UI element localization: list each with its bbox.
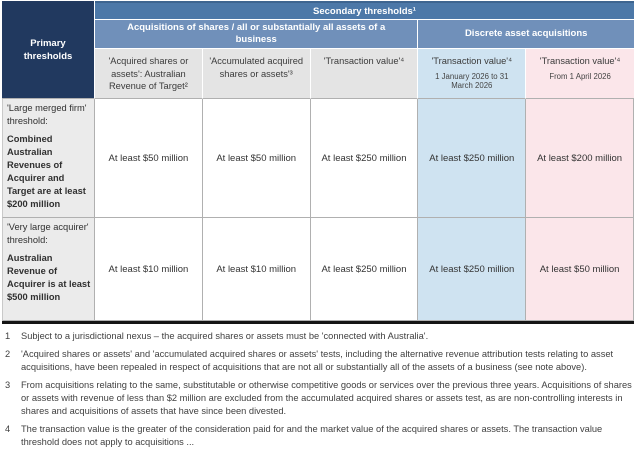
footnote-2 (5, 348, 632, 374)
footnote-number: 1 (5, 331, 11, 341)
primary-thresholds-header (2, 1, 95, 99)
table-cell: At least $250 million (311, 218, 419, 321)
table-cell: At least $10 million (203, 218, 311, 321)
primary-thresholds-label: Primary thresholds (23, 37, 73, 62)
footnote-text: Subject to a jurisdictional nexus – the acquired shares or assets must be 'connected with Australia'. (21, 331, 429, 341)
footnotes (0, 330, 636, 449)
footnote-text: From acquisitions relating to the same, substitutable or otherwise competitive goods or services over the previous three years. Acquisitions of shares or assets with revenue of less than $2 million are excluded from the accumulated acquired shares or assets test, as are non-controlling interests in shares and acquisitions of assets that have since been divested. (21, 380, 632, 416)
column-header-accumulated-label: 'Accumulated acquired shares or assets'³ (209, 56, 304, 79)
table-cell: At least $50 million (95, 99, 203, 218)
row-label-very-large-acquirer-intro: 'Very large acquirer' threshold: (7, 222, 89, 245)
table-cell: At least $50 million (526, 218, 634, 321)
footnote-text: 'Acquired shares or assets' and 'accumulated acquired shares or assets' tests, including the alternative revenue attribution tests relating to asset acquisitions, have been repealed in respect of acquisitions that are not all or substantially all of the assets of a business (see note above). (21, 349, 614, 372)
row-label-very-large-acquirer (2, 218, 95, 321)
row-label-large-merged-firm-intro: 'Large merged firm' threshold: (7, 103, 87, 126)
column-header-transaction-value-label: 'Transaction value'⁴ (323, 56, 405, 66)
table-cell: At least $50 million (203, 99, 311, 218)
column-header-transaction-value-apr2026 (526, 49, 634, 99)
group-header-discrete-assets (418, 20, 634, 49)
secondary-thresholds-header (95, 1, 634, 20)
merger-thresholds-page (0, 1, 636, 446)
column-header-accumulated (203, 49, 311, 99)
column-header-transaction-value (311, 49, 419, 99)
footnote-text: The transaction value is the greater of the consideration paid for and the market value of the acquired shares or assets. The transaction value threshold does not apply to acquisitions ... (21, 424, 603, 447)
row-label-very-large-acquirer-detail: Australian Revenue of Acquirer is at least $500 million (7, 253, 91, 302)
group-header-share-acquisitions-label: Acquisitions of shares / all or substantially all assets of a business (127, 22, 386, 45)
footnote-number: 4 (5, 424, 11, 434)
group-header-discrete-assets-label: Discrete asset acquisitions (464, 28, 588, 39)
table-cell: At least $10 million (95, 218, 203, 321)
footnote-4 (5, 423, 632, 449)
column-header-transaction-value-jan2026 (418, 49, 526, 99)
column-header-transaction-value-apr2026-label: 'Transaction value'⁴ (539, 56, 621, 66)
column-header-acquired-shares (95, 49, 203, 99)
group-header-share-acquisitions (95, 20, 418, 49)
thresholds-table (2, 1, 634, 321)
footnote-number: 3 (5, 380, 11, 390)
row-label-large-merged-firm-detail: Combined Australian Revenues of Acquirer and Target are at least $200 million (7, 134, 86, 209)
table-bottom-rule (2, 321, 634, 324)
footnote-1 (5, 330, 632, 343)
footnote-number: 2 (5, 349, 11, 359)
column-header-jan2026-date-range: 1 January 2026 to 31 March 2026 (435, 71, 509, 90)
column-header-apr2026-date-range: From 1 April 2026 (549, 71, 611, 81)
table-cell: At least $250 million (418, 218, 526, 321)
footnote-3 (5, 379, 632, 418)
table-cell: At least $250 million (311, 99, 419, 218)
table-cell: At least $250 million (418, 99, 526, 218)
secondary-thresholds-label: Secondary thresholds¹ (313, 5, 416, 17)
column-header-acquired-shares-label: 'Acquired shares or assets': Australian Revenue of Target² (108, 56, 189, 91)
table-cell: At least $200 million (526, 99, 634, 218)
column-header-transaction-value-jan2026-label: 'Transaction value'⁴ (431, 56, 513, 66)
row-label-large-merged-firm (2, 99, 95, 218)
